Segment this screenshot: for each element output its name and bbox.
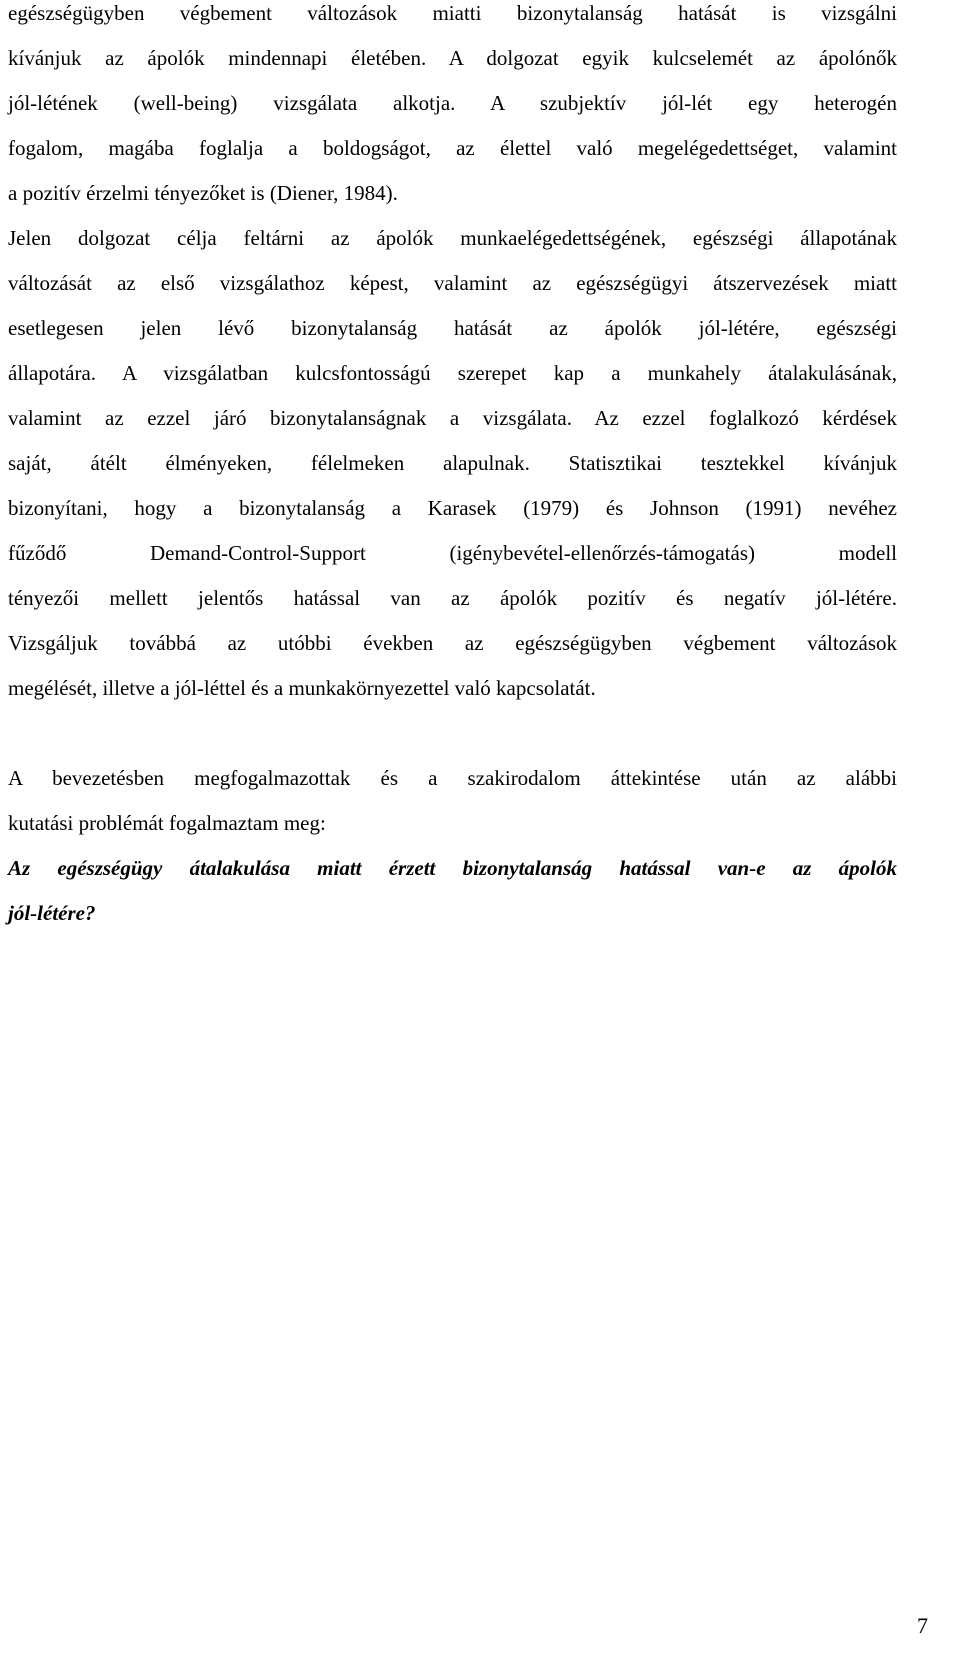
paragraph2-line-1: Jelen dolgozat célja feltárni az ápolók munkaelégedettségének, egészségi állapotának: [8, 226, 897, 250]
paragraph2-line-11: megélését, illetve a jól-léttel és a munkakörnyezettel való kapcsolatát.: [8, 676, 596, 700]
paragraph2-line-8: fűződő Demand-Control-Support (igénybevétel-ellenőrzés-támogatás) modell: [8, 541, 897, 565]
paragraph2-line-5: valamint az ezzel járó bizonytalanságnak a vizsgálata. Az ezzel foglalkozó kérdések: [8, 406, 897, 430]
paragraph2-line-10: Vizsgáljuk továbbá az utóbbi években az egészségügyben végbement változások: [8, 631, 897, 655]
paragraph1-line-3: jól-létének (well-being) vizsgálata alkotja. A szubjektív jól-lét egy heterogén: [8, 91, 897, 115]
paragraph3-line-1: A bevezetésben megfogalmazottak és a szakirodalom áttekintése után az alábbi: [8, 766, 897, 790]
paragraph1-line-4: fogalom, magába foglalja a boldogságot, az élettel való megelégedettséget, valamint: [8, 136, 897, 160]
paragraph1-line-2: kívánjuk az ápolók mindennapi életében. A dolgozat egyik kulcselemét az ápolónők: [8, 46, 897, 70]
paragraph2-line-2: változását az első vizsgálathoz képest, valamint az egészségügyi átszervezések miatt: [8, 271, 897, 295]
paragraph1-line-5: a pozitív érzelmi tényezőket is (Diener, 1984).: [8, 181, 398, 205]
paragraph2-line-4: állapotára. A vizsgálatban kulcsfontosságú szerepet kap a munkahely átalakulásának,: [8, 361, 897, 385]
paragraph2-line-3: esetlegesen jelen lévő bizonytalanság hatását az ápolók jól-létére, egészségi: [8, 316, 897, 340]
paragraph1-line-1: egészségügyben végbement változások miatti bizonytalanság hatását is vizsgálni: [8, 1, 897, 25]
page-number: 7: [917, 1613, 928, 1638]
paragraph2-line-9: tényezői mellett jelentős hatással van az ápolók pozitív és negatív jól-létére.: [8, 586, 897, 610]
paragraph2-line-6: saját, átélt élményeken, félelmeken alapulnak. Statisztikai tesztekkel kívánjuk: [8, 451, 897, 475]
paragraph3-line-2: kutatási problémát fogalmaztam meg:: [8, 811, 326, 835]
paragraph2-line-7: bizonyítani, hogy a bizonytalanság a Karasek (1979) és Johnson (1991) nevéhez: [8, 496, 897, 520]
research-question-line-2: jól-létére?: [8, 901, 96, 925]
research-question-line-1: Az egészségügy átalakulása miatt érzett bizonytalanság hatással van-e az ápolók: [8, 856, 897, 880]
